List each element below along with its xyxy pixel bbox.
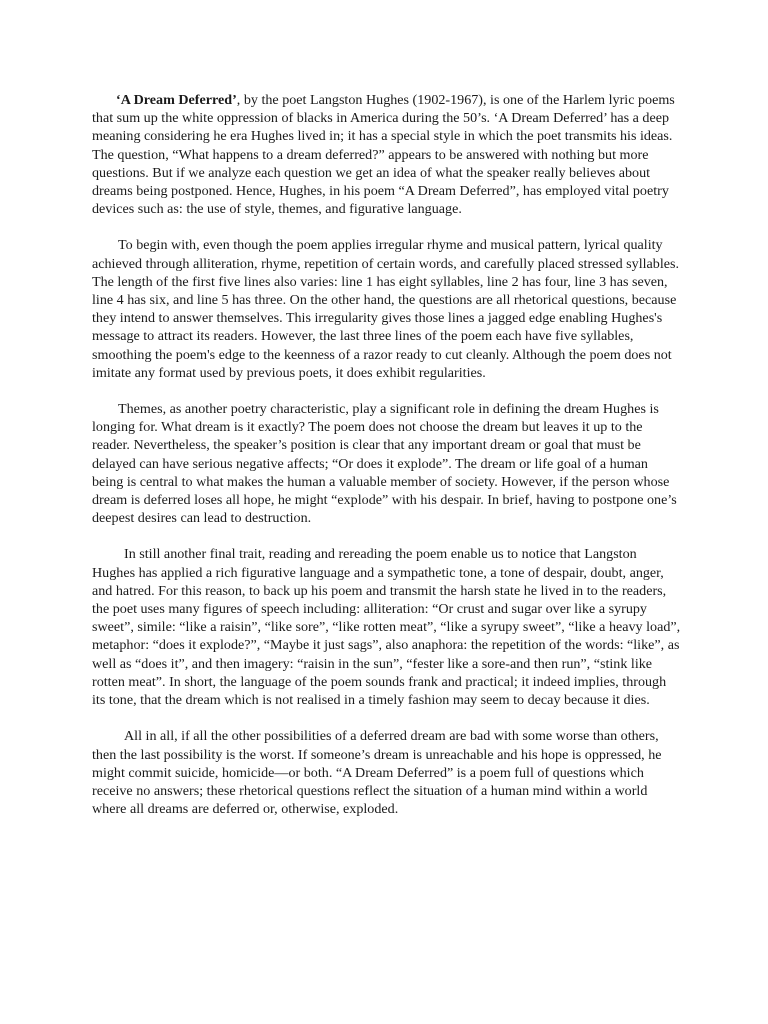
paragraph-style: To begin with, even though the poem applies irregular rhyme and musical pattern, lyrical quality achieved through alliteration, rhyme, repetition of certain words, and carefully placed stressed syllables. The length of the first five lines also varies: line 1 has eight syllables, line 2 has four, line 3 has seven, line 4 has six, and line 5 has three. On the other hand, the questions are all rhetorical questions, because they intend to answer themselves. This irregularity gives those lines a jagged edge enabling Hughes's message to attract its readers. However, the last three lines of the poem each have five syllables, smoothing the poem's edge to the keenness of a razor ready to cut cleanly. Although the poem does not imitate any format used by previous poets, it does exhibit regularities. — [92, 237, 680, 381]
paragraph-themes: Themes, as another poetry characteristic, play a significant role in defining the dream Hughes is longing for. What dream is it exactly? The poem does not choose the dream but leaves it up to the reader. Nevertheless, the speaker’s position is clear that any important dream or goal that must be delayed can have serious negative affects; “Or does it explode”. The dream or life goal of a human being is central to what makes the human a valuable member of society. However, if the person whose dream is deferred loses all hope, he might “explode” with his despair. In brief, having to postpone one’s deepest desires can lead to destruction. — [92, 401, 677, 527]
poem-title: ‘A Dream Deferred’ — [116, 92, 237, 108]
paragraph-introduction — [92, 91, 682, 218]
paragraph-figurative-language: In still another final trait, reading and rereading the poem enable us to notice that Langston Hughes has applied a rich figurative language and a sympathetic tone, a tone of despair, doubt, anger, and hatred. For this reason, to back up his poem and transmit the harsh state he lived in to the readers, the poet uses many figures of speech including: alliteration: “Or crust and sugar over like a syrupy sweet”, simile: “like a raisin”, “like sore”, “like rotten meat”, “like a syrupy sweet”, “like a heavy load”, metaphor: “does it explode?”, “Maybe it just sags”, also anaphora: the repetition of the words: “like”, as well as “does it”, and then imagery: “raisin in the sun”, “fester like a sore-and then run”, “stink like rotten meat”. In short, the language of the poem sounds frank and practical; it indeed implies, through its tone, that the dream which is not realised in a timely fashion may seem to decay because it dies. — [92, 546, 681, 709]
essay-body — [92, 91, 682, 836]
paragraph-conclusion: All in all, if all the other possibilities of a deferred dream are bad with some worse than others, then the last possibility is the worst. If someone’s dream is unreachable and his hope is oppressed, he might commit suicide, homicide—or both. “A Dream Deferred” is a poem full of questions which receive no answers; these rhetorical questions reflect the situation of a human mind within a world where all dreams are deferred or, otherwise, exploded. — [92, 728, 662, 818]
paragraph-text: , by the poet Langston Hughes (1902-1967), is one of the Harlem lyric poems that sum up the white oppression of blacks in America during the 50’s. ‘A Dream Deferred’ has a deep meaning considering he era Hughes lived in; it has a special style in which the poet transmits his ideas. The question, “What happens to a dream deferred?” appears to be answered with nothing but more questions. But if we analyze each question we get an idea of what the speaker really believes about dreams being postponed. Hence, Hughes, in his poem “A Dream Deferred”, has employed vital poetry devices such as: the use of style, themes, and figurative language. — [92, 92, 675, 218]
